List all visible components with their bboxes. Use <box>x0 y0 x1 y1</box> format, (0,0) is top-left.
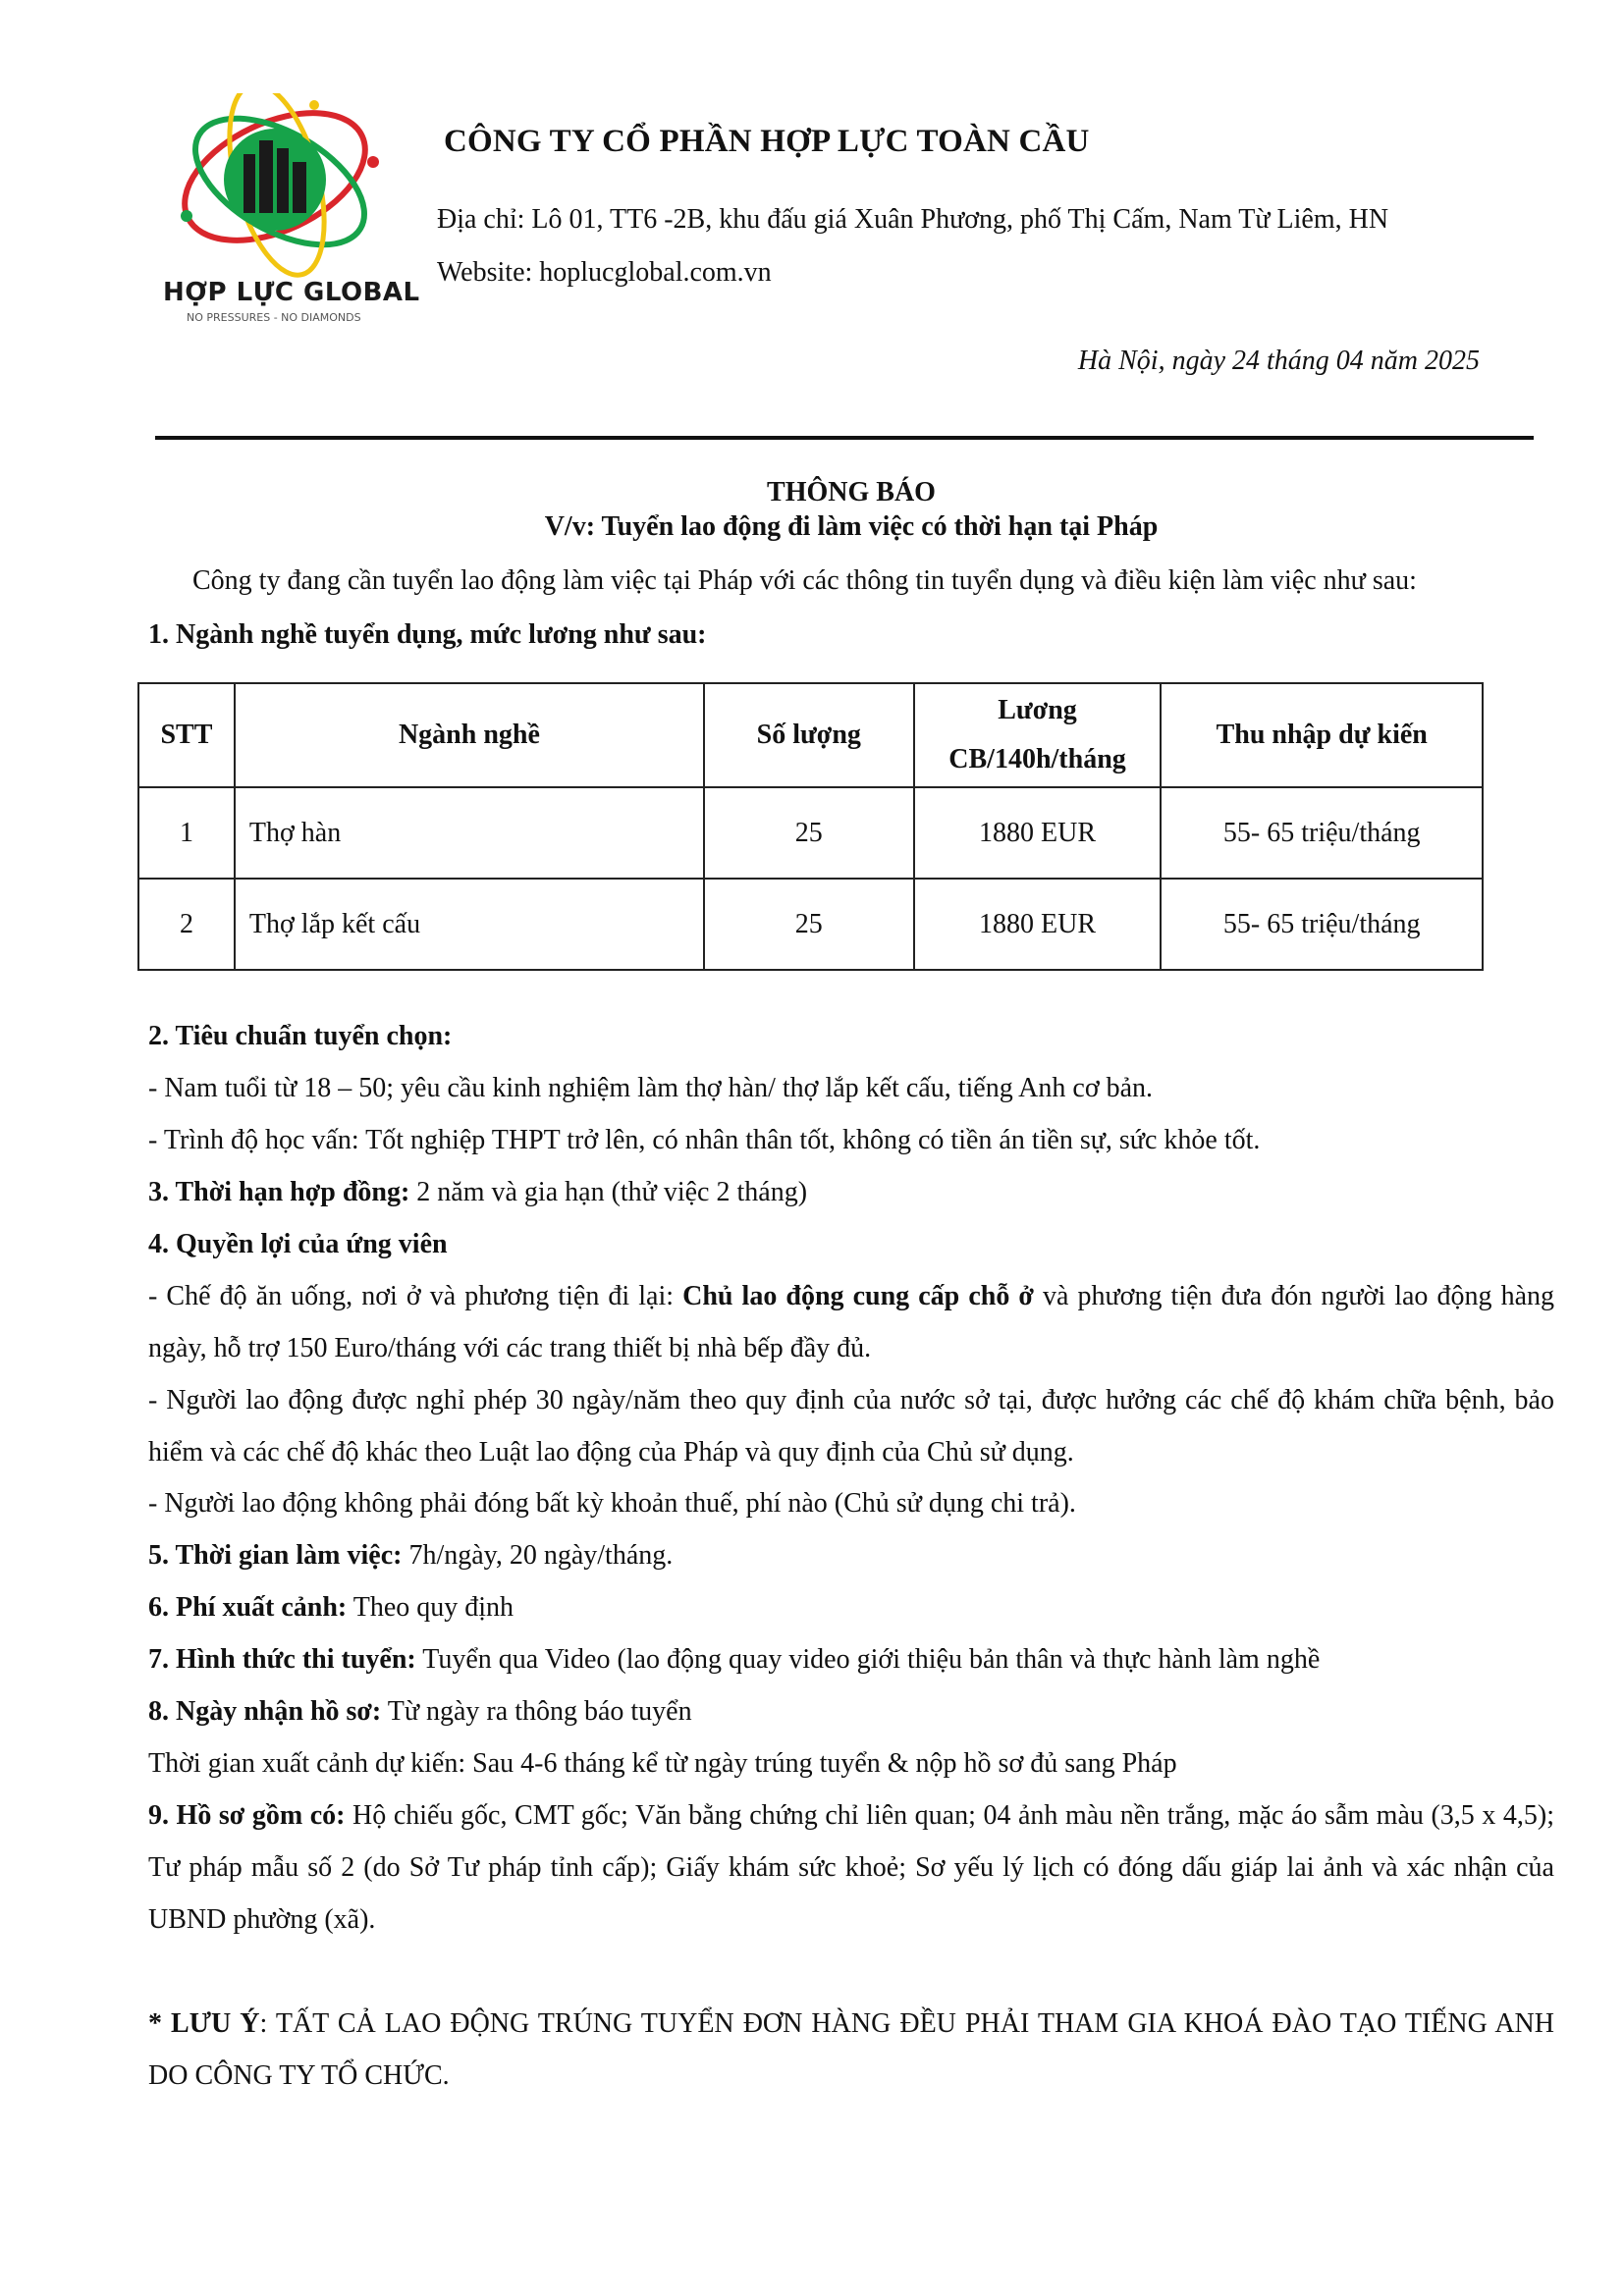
table-row <box>138 787 1483 879</box>
accommodation-post: và phương tiện đưa đón người lao động hàng ngày, hỗ trợ 150 Euro/tháng với các trang thiết bị nhà bếp đầy đủ. <box>148 1281 1554 1363</box>
section-8-text: Từ ngày ra thông báo tuyển <box>381 1696 692 1727</box>
header-job: Ngành nghề <box>235 683 704 787</box>
section-8-label: 8. Ngày nhận hồ sơ: <box>148 1696 382 1727</box>
company-address: Địa chỉ: Lô 01, TT6 -2B, khu đấu giá Xuân Phương, phố Thị Cấm, Nam Từ Liêm, HN <box>437 204 1389 235</box>
section-7-text: Tuyển qua Video (lao động quay video giới thiệu bản thân và thực hành làm nghề <box>415 1644 1321 1675</box>
cell-stt: 1 <box>138 787 235 879</box>
section-9 <box>148 1789 1554 1946</box>
logo-brand-text: HỢP LỰC GLOBAL <box>163 278 420 307</box>
header-divider <box>155 436 1534 440</box>
cell-salary: 1880 EUR <box>914 879 1162 970</box>
cell-quantity: 25 <box>704 787 914 879</box>
section-4-item-tax: - Người lao động không phải đóng bất kỳ khoản thuế, phí nào (Chủ sử dụng chi trả). <box>148 1488 1076 1519</box>
company-website: Website: hoplucglobal.com.vn <box>437 257 772 288</box>
section-5 <box>148 1540 673 1572</box>
section-9-label: 9. Hồ sơ gồm có: <box>148 1800 346 1831</box>
recruitment-table <box>137 682 1484 971</box>
cell-stt: 2 <box>138 879 235 970</box>
table-header-row <box>138 683 1483 787</box>
notice-title: THÔNG BÁO <box>767 477 936 507</box>
header-stt: STT <box>138 683 235 787</box>
section-2-heading: 2. Tiêu chuẩn tuyển chọn: <box>148 1021 453 1051</box>
header-quantity: Số lượng <box>704 683 914 787</box>
cell-job: Thợ lắp kết cấu <box>235 879 704 970</box>
section-4-item-leave: - Người lao động được nghỉ phép 30 ngày/năm theo quy định của nước sở tại, được hưởng các chế độ khám chữa bệnh, bảo hiểm và các chế độ khác theo Luật lao động của Pháp và quy định của Chủ sử dụng. <box>148 1385 1554 1468</box>
accommodation-bold: Chủ lao động cung cấp chỗ ở <box>682 1281 1034 1311</box>
section-4-item-accommodation <box>148 1270 1554 1374</box>
note-text: : TẤT CẢ LAO ĐỘNG TRÚNG TUYỂN ĐƠN HÀNG ĐỀU PHẢI THAM GIA KHOÁ ĐÀO TẠO TIẾNG ANH DO CÔNG TY TỔ CHỨC. <box>148 2008 1554 2091</box>
header-salary <box>914 683 1162 787</box>
section-1-heading: 1. Ngành nghề tuyển dụng, mức lương như sau: <box>148 619 707 650</box>
cell-income: 55- 65 triệu/tháng <box>1161 787 1483 879</box>
table-row <box>138 879 1483 970</box>
company-logo <box>157 93 420 344</box>
cell-job: Thợ hàn <box>235 787 704 879</box>
header-salary-line1: Lương <box>998 695 1077 725</box>
notice-intro: Công ty đang cần tuyển lao động làm việc tại Pháp với các thông tin tuyển dụng và điều kiện làm việc như sau: <box>192 565 1417 596</box>
section-9-text: Hộ chiếu gốc, CMT gốc; Văn bằng chứng chỉ liên quan; 04 ảnh màu nền trắng, mặc áo sẫm màu (3,5 x 4,5); Tư pháp mẫu số 2 (do Sở Tư pháp tỉnh cấp); Giấy khám sức khoẻ; Sơ yếu lý lịch có đóng dấu giáp lai ảnh và xác nhận của UBND phường (xã). <box>148 1800 1554 1935</box>
accommodation-pre: - Chế độ ăn uống, nơi ở và phương tiện đi lại: <box>148 1281 683 1311</box>
section-6-label: 6. Phí xuất cảnh: <box>148 1592 348 1623</box>
cell-salary: 1880 EUR <box>914 787 1162 879</box>
notice-subject: V/v: Tuyển lao động đi làm việc có thời hạn tại Pháp <box>544 511 1159 542</box>
section-6-text: Theo quy định <box>347 1592 514 1623</box>
cell-income: 55- 65 triệu/tháng <box>1161 879 1483 970</box>
section-8 <box>148 1696 692 1728</box>
section-3-label: 3. Thời hạn hợp đồng: <box>148 1177 410 1207</box>
section-3 <box>148 1177 807 1208</box>
section-4-heading: 4. Quyền lợi của ứng viên <box>148 1229 448 1259</box>
section-5-label: 5. Thời gian làm việc: <box>148 1540 403 1571</box>
logo-slogan-text: NO PRESSURES - NO DIAMONDS <box>187 311 361 324</box>
section-2-item: - Nam tuổi từ 18 – 50; yêu cầu kinh nghiệm làm thợ hàn/ thợ lắp kết cấu, tiếng Anh cơ bản. <box>148 1073 1154 1103</box>
header-income: Thu nhập dự kiến <box>1161 683 1483 787</box>
departure-time: Thời gian xuất cảnh dự kiến: Sau 4-6 tháng kể từ ngày trúng tuyển & nộp hồ sơ đủ sang Pháp <box>148 1748 1177 1779</box>
section-7-label: 7. Hình thức thi tuyển: <box>148 1644 416 1675</box>
cell-quantity: 25 <box>704 879 914 970</box>
document-date: Hà Nội, ngày 24 tháng 04 năm 2025 <box>1077 346 1480 376</box>
company-name: CÔNG TY CỔ PHẦN HỢP LỰC TOÀN CẦU <box>444 124 1090 159</box>
section-6 <box>148 1592 514 1624</box>
note-label: * LƯU Ý <box>148 2008 260 2039</box>
header-salary-line2: CB/140h/tháng <box>948 744 1126 774</box>
important-note <box>148 1998 1554 2102</box>
section-3-text: 2 năm và gia hạn (thử việc 2 tháng) <box>409 1177 808 1207</box>
section-2-item: - Trình độ học vấn: Tốt nghiệp THPT trở lên, có nhân thân tốt, không có tiền án tiền sự, sức khỏe tốt. <box>148 1125 1261 1155</box>
section-5-text: 7h/ngày, 20 ngày/tháng. <box>402 1540 674 1571</box>
section-7 <box>148 1644 1320 1676</box>
